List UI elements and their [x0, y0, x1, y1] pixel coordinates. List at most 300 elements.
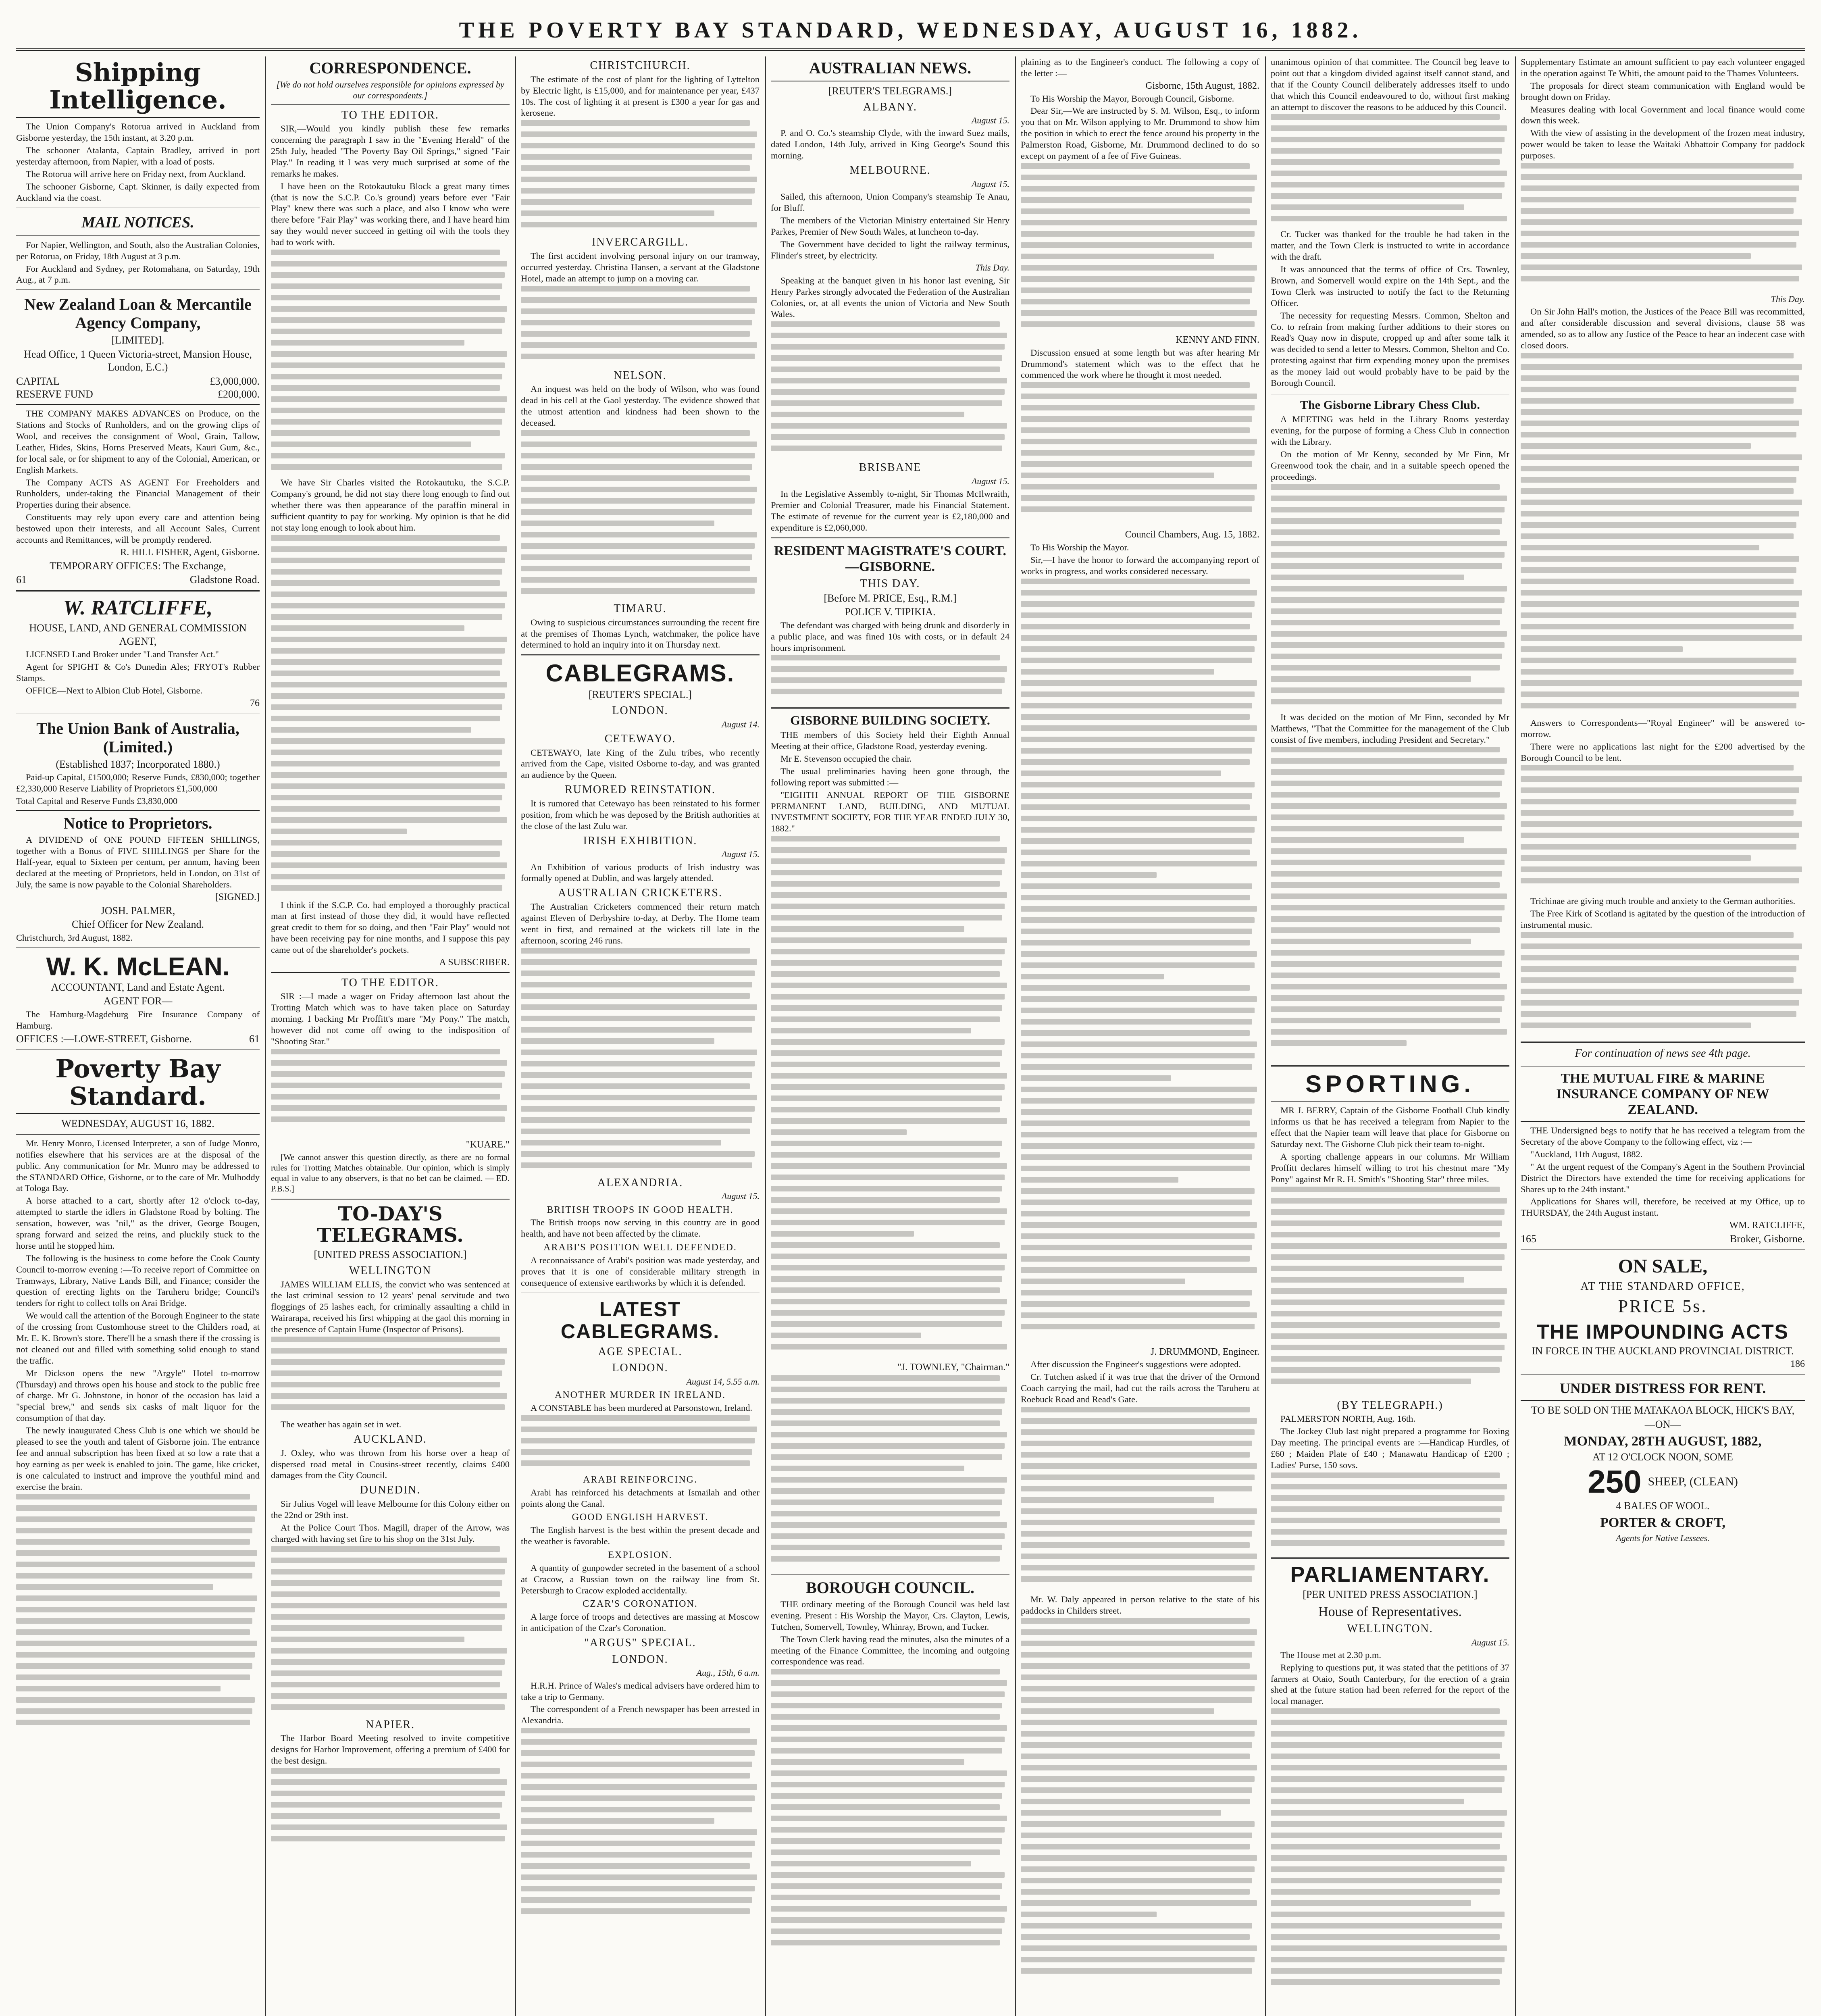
- text-line: [521, 487, 757, 492]
- cable-special: [REUTER'S SPECIAL.]: [588, 689, 692, 701]
- notice-sign-name: JOSH. PALMER,: [100, 904, 175, 916]
- paragraph: Supplementary Estimate an amount sufficient to pay each volunteer engaged in the operation against Te Whiti, the amount paid to the Thames Volunteers.: [1521, 57, 1805, 78]
- monday-line: MONDAY, 28TH AUGUST, 1882,: [1564, 1434, 1762, 1449]
- text-line: [1021, 506, 1252, 512]
- text-line: [271, 250, 500, 255]
- text-line: [1271, 631, 1507, 637]
- temp-office-num: 61: [16, 574, 27, 586]
- text-line: [1271, 1968, 1502, 1974]
- text-line: [16, 1494, 250, 1500]
- latest-special: AGE SPECIAL.: [598, 1345, 683, 1358]
- text-line: [771, 1050, 1002, 1056]
- text-line: [271, 851, 500, 857]
- text-line: [271, 603, 505, 608]
- aus-title: AUSTRALIAN NEWS.: [809, 59, 972, 77]
- text-line: [521, 1151, 755, 1157]
- column-3: [521, 56, 760, 2016]
- col7-thisday: This Day.: [1771, 294, 1805, 304]
- paragraph: After discussion the Engineer's suggestions were adopted.: [1030, 1359, 1241, 1370]
- text-line: [16, 1720, 250, 1725]
- text-line: [521, 1129, 750, 1134]
- text-line: [271, 464, 502, 470]
- text-line: [1271, 665, 1500, 671]
- text-line: [771, 355, 1002, 361]
- text-line: [521, 1449, 752, 1455]
- text-line: [271, 362, 505, 368]
- text-line: [1271, 1720, 1507, 1725]
- text-line: [1021, 1923, 1252, 1929]
- text-line: [521, 131, 757, 137]
- text-line: [1021, 231, 1255, 237]
- text-filler: [521, 948, 760, 1174]
- impounding-sub: IN FORCE IN THE AUCKLAND PROVINCIAL DISTRICT.: [1532, 1345, 1794, 1357]
- text-line: [271, 738, 505, 744]
- text-line: [1021, 861, 1257, 866]
- text-line: [771, 1477, 1007, 1483]
- text-line: [771, 1420, 1000, 1426]
- text-line: [1521, 799, 1796, 804]
- text-line: [1521, 421, 1799, 426]
- text-line: [1271, 1018, 1500, 1023]
- text-line: [1021, 1542, 1250, 1548]
- text-line: [521, 177, 757, 182]
- text-line: [1521, 776, 1802, 782]
- text-line: [1021, 495, 1255, 501]
- text-line: [1021, 1267, 1257, 1273]
- gbs-title: GISBORNE BUILDING SOCIETY.: [790, 713, 990, 728]
- text-line: [771, 1039, 1005, 1045]
- text-line: [771, 836, 1000, 841]
- text-line: [1271, 939, 1471, 944]
- text-line: [1521, 1023, 1751, 1028]
- text-line: [1271, 1540, 1505, 1546]
- text-line: [1521, 658, 1796, 663]
- text-line: [521, 532, 757, 537]
- bc-title: BOROUGH COUNCIL.: [806, 1579, 974, 1597]
- paragraph: The British troops now serving in this country are in good health, and have not been affected by the climate.: [521, 1217, 760, 1239]
- mutual-sign: WM. RATCLIFFE,: [1729, 1220, 1805, 1231]
- text-line: [521, 1818, 714, 1824]
- text-line: [271, 340, 464, 346]
- text-line: [1271, 1821, 1505, 1827]
- divider: [16, 117, 260, 118]
- text-line: [1521, 253, 1751, 259]
- text-line: [771, 655, 1000, 660]
- text-line: [1521, 635, 1802, 641]
- text-line: [1021, 1245, 1252, 1250]
- text-line: [521, 154, 752, 160]
- column-1: [16, 56, 260, 2016]
- text-line: [1271, 1232, 1500, 1237]
- text-line: [1521, 185, 1799, 191]
- text-line: [1271, 114, 1500, 120]
- paragraph: PALMERSTON NORTH, Aug. 16th.: [1280, 1414, 1415, 1424]
- text-line: [1021, 1810, 1221, 1816]
- text-line: [771, 1748, 1002, 1754]
- text-line: [1021, 725, 1257, 731]
- paragraph: The Rotorua will arrive here on Friday next, from Auckland.: [26, 169, 246, 179]
- text-line: [1021, 276, 1255, 282]
- text-filler: [1021, 1618, 1259, 1981]
- paragraph: Discussion ensued at some length but was after hearing Mr Drummond's statement which was to the effect that he commenced the work where he thought it most needed.: [1021, 347, 1259, 380]
- text-line: [1271, 148, 1502, 154]
- text-filler: [1021, 1407, 1259, 1592]
- divider: [16, 235, 260, 236]
- text-line: [271, 430, 500, 436]
- paragraph: OFFICE—Next to Albion Club Hotel, Gisborne.: [26, 685, 203, 696]
- text-line: [1271, 125, 1507, 131]
- text-line: [271, 1569, 505, 1574]
- text-line: [771, 446, 1002, 451]
- text-line: [771, 1242, 1000, 1248]
- paragraph: An Exhibition of various products of Irish industry was formally opened at Dublin, and was largely attended.: [521, 862, 760, 883]
- text-line: [1021, 1233, 1255, 1239]
- text-line: [1271, 1254, 1505, 1260]
- text-line: [771, 333, 1007, 338]
- text-line: [1021, 1652, 1252, 1658]
- text-line: [1521, 208, 1794, 214]
- text-line: [271, 1580, 502, 1586]
- text-line: [1521, 264, 1802, 270]
- text-line: [1521, 353, 1794, 358]
- paragraph: The Government have decided to light the railway terminus, Flinder's street, by electricity.: [771, 239, 1009, 260]
- text-line: [771, 1398, 1005, 1404]
- text-line: [1521, 833, 1799, 838]
- text-line: [271, 306, 507, 312]
- text-line: [1521, 669, 1794, 675]
- text-line: [1021, 985, 1250, 991]
- text-line: [1271, 1518, 1500, 1523]
- text-line: [1521, 276, 1799, 281]
- text-line: [771, 1816, 1007, 1821]
- text-line: [16, 1686, 221, 1691]
- text-line: [771, 1533, 1005, 1539]
- text-line: [1021, 1064, 1252, 1070]
- text-line: [271, 1558, 507, 1563]
- text-line: [1021, 1531, 1252, 1537]
- text-line: [271, 693, 505, 699]
- text-line: [771, 367, 1000, 372]
- text-line: [271, 1116, 505, 1122]
- text-line: [771, 858, 1005, 864]
- text-line: [771, 960, 1002, 966]
- text-line: [1521, 703, 1796, 708]
- parl-assoc: [PER UNITED PRESS ASSOCIATION.]: [1303, 1589, 1478, 1601]
- text-line: [1521, 231, 1799, 236]
- divider: [1271, 1065, 1509, 1067]
- mclean-office-row: [16, 1033, 260, 1045]
- text-line: [1271, 1765, 1507, 1770]
- argus-date: Aug., 15th, 6 a.m.: [696, 1668, 760, 1678]
- text-line: [1021, 579, 1250, 584]
- text-filler: [271, 535, 510, 898]
- text-line: [1021, 1120, 1250, 1126]
- text-line: [16, 1663, 252, 1669]
- paragraph: Answers to Correspondents—"Royal Engineer" will be answered to-morrow.: [1521, 717, 1805, 739]
- text-line: [271, 772, 507, 778]
- paragraph: To His Worship the Mayor.: [1030, 542, 1129, 553]
- text-line: [1021, 1486, 1252, 1491]
- text-line: [271, 659, 502, 665]
- text-line: [1021, 220, 1257, 225]
- text-line: [1271, 1799, 1464, 1804]
- text-filler: [1271, 1187, 1509, 1396]
- text-line: [1521, 1011, 1796, 1017]
- text-line: [1021, 439, 1257, 444]
- text-line: [771, 1488, 1005, 1494]
- text-line: [521, 320, 752, 325]
- text-line: [1271, 803, 1507, 809]
- text-line: [771, 1556, 1000, 1562]
- argus-special: "ARGUS" SPECIAL.: [584, 1636, 696, 1649]
- divider: [16, 714, 260, 715]
- text-line: [771, 423, 1007, 429]
- column-rule: [1015, 56, 1016, 2016]
- paragraph: Mr. Henry Monro, Licensed Interpreter, a son of Judge Monro, notifies elsewhere that his services are at the disposal of the public. Any communication for Mr. Munro may be addressed to the STANDARD Office, Gisborne, or to the care of Mr. Mulhoddy at Tologa Bay.: [16, 1138, 260, 1193]
- column-2: [271, 56, 510, 2016]
- cetewayo-head: CETEWAYO.: [604, 732, 676, 745]
- text-line: [271, 1836, 505, 1841]
- text-line: [1021, 1407, 1250, 1412]
- text-line: [1271, 1243, 1507, 1249]
- text-line: [521, 308, 755, 314]
- text-line: [1271, 563, 1502, 569]
- text-line: [521, 297, 757, 303]
- impounding-title: THE IMPOUNDING ACTS: [1536, 1320, 1789, 1343]
- text-line: [1021, 208, 1250, 214]
- text-filler: [1271, 114, 1509, 227]
- text-line: [521, 1004, 757, 1010]
- divider: [271, 104, 510, 105]
- irish-date: August 15.: [721, 849, 760, 860]
- text-line: [771, 1387, 1007, 1392]
- text-line: [1271, 1900, 1471, 1906]
- divider: [771, 707, 1009, 709]
- masthead-title: THE POVERTY BAY STANDARD, WEDNESDAY, AUGUST 16, 1882.: [459, 18, 1362, 43]
- text-filler: [1271, 747, 1509, 1061]
- text-line: [1271, 1787, 1502, 1793]
- text-filler: [1521, 932, 1805, 1037]
- mutual-num: 165: [1521, 1233, 1536, 1245]
- text-line: [1521, 364, 1802, 370]
- text-line: [771, 1522, 1007, 1528]
- paragraph: Speaking at the banquet given in his honor last evening, Sir Henry Parkes strongly advocated the Federation of the Australian Colonies, or, at all events the union of Victoria and New South Wales.: [771, 275, 1009, 319]
- paragraph: Measures dealing with local Government and local finance would come down this week.: [1521, 104, 1805, 126]
- text-line: [1021, 1720, 1257, 1725]
- text-line: [1271, 518, 1502, 524]
- text-filler: [1271, 1472, 1509, 1553]
- paragraph: The Hamburg-Magdeburg Fire Insurance Company of Hamburg.: [16, 1009, 260, 1031]
- paragraph: THE members of this Society held their Eighth Annual Meeting at their office, Gladstone Road, yesterday evening.: [771, 730, 1009, 752]
- text-line: [1021, 1312, 1257, 1318]
- text-line: [521, 554, 752, 560]
- divider: [1271, 1557, 1509, 1559]
- text-line: [1271, 1844, 1500, 1849]
- paragraph: LICENSED Land Broker under "Land Transfer Act.": [26, 649, 219, 660]
- paragraph: SIR :—I made a wager on Friday afternoon last about the Trotting Match which was to have taken place on Saturday morning. I backing Mr Proffitt's mare "My Pony." The match, however did not come off owing to the indisposition of "Shooting Star.": [271, 991, 510, 1046]
- text-line: [271, 317, 505, 323]
- divider: [16, 590, 260, 592]
- text-line: [1271, 781, 1502, 786]
- text-line: [1021, 310, 1257, 316]
- text-line: [1271, 1484, 1507, 1489]
- text-line: [771, 1254, 1007, 1259]
- text-line: [771, 847, 1007, 853]
- text-line: [1271, 814, 1505, 820]
- text-line: [271, 374, 502, 379]
- text-line: [771, 1770, 1007, 1776]
- paragraph: A large force of troops and detectives are massing at Moscow in anticipation of the Czar's Coronation.: [521, 1612, 760, 1633]
- text-line: [1521, 488, 1794, 494]
- text-line: [771, 1691, 1005, 1697]
- text-line: [16, 1618, 252, 1624]
- gbs-sign: "J. TOWNLEY, "Chairman.": [897, 1362, 1009, 1373]
- text-line: [771, 1929, 1002, 1934]
- text-line: [771, 1782, 1005, 1787]
- alex-sub: BRITISH TROOPS IN GOOD HEALTH.: [547, 1204, 734, 1215]
- text-line: [1021, 962, 1255, 968]
- text-line: [1021, 1968, 1252, 1974]
- text-line: [271, 806, 500, 812]
- text-line: [1271, 1356, 1502, 1362]
- text-line: [1271, 529, 1500, 535]
- text-line: [271, 329, 502, 334]
- text-line: [1271, 1878, 1502, 1883]
- divider: [271, 1198, 510, 1200]
- text-line: [1521, 691, 1799, 697]
- divider: [1271, 393, 1509, 394]
- text-line: [1271, 826, 1502, 831]
- text-line: [1021, 382, 1250, 388]
- text-line: [1521, 163, 1794, 169]
- paragraph: For Auckland and Sydney, per Rotomahana, on Saturday, 19th Aug., at 7 p.m.: [16, 263, 260, 285]
- text-line: [271, 558, 505, 563]
- paragraph: A quantity of gunpowder secreted in the basement of a school at Cracow, a Russian town on the railway line from St. Petersburgh to Cracow exploded accidentally.: [521, 1562, 760, 1595]
- text-line: [1271, 137, 1505, 142]
- paragraph: A MEETING was held in the Library Rooms yesterday evening, for the purpose of forming a Chess Club in connection with the Library.: [1271, 414, 1509, 447]
- text-line: [521, 993, 750, 999]
- paragraph: Mr E. Stevenson occupied the chair.: [780, 754, 912, 764]
- text-line: [1521, 398, 1794, 404]
- text-line: [1021, 1866, 1255, 1872]
- albany-head: ALBANY.: [863, 100, 918, 113]
- text-line: [1271, 620, 1500, 625]
- text-line: [1271, 1040, 1407, 1046]
- paragraph: Mr Dickson opens the new "Argyle" Hotel to-morrow (Thursday) and throws open his house and stock to the public free of charge. Mr G. Johnstone, in honor of the occasion has laid a "special brew," and sends six casks of malt liquor for the consumption of that day.: [16, 1368, 260, 1423]
- text-line: [771, 892, 1007, 898]
- text-line: [1271, 747, 1500, 752]
- text-line: [521, 188, 755, 194]
- text-line: [1021, 405, 1255, 410]
- text-line: [771, 434, 1005, 440]
- text-line: [771, 915, 1002, 921]
- text-line: [521, 1807, 752, 1812]
- text-line: [1021, 1188, 1255, 1194]
- text-line: [521, 1061, 755, 1066]
- paragraph: The first accident involving personal injury on our tramway, occurred yesterday. Christina Hansen, a servant at the Gladstone Hotel, made an attempt to jump on a moving car.: [521, 251, 760, 283]
- text-line: [271, 1591, 500, 1597]
- text-line: [1521, 601, 1799, 607]
- mutual-title: THE MUTUAL FIRE & MARINE INSURANCE COMPANY OF NEW ZEALAND.: [1556, 1070, 1769, 1117]
- text-line: [771, 1759, 964, 1765]
- mclean-office: OFFICES :—LOWE-STREET, Gisborne.: [16, 1033, 192, 1045]
- text-line: [771, 1454, 1002, 1460]
- paragraph: "EIGHTH ANNUAL REPORT OF THE GISBORNE PERMANENT LAND, BUILDING, AND MUTUAL INVESTMENT SOCIETY, FOR THE YEAR ENDED JULY 30, 1882.": [771, 789, 1009, 834]
- text-line: [521, 1728, 750, 1733]
- text-line: [771, 1163, 1007, 1169]
- text-line: [1021, 461, 1252, 467]
- text-line: [1021, 1889, 1250, 1895]
- text-line: [521, 521, 714, 526]
- alex-head: ALEXANDRIA.: [597, 1176, 683, 1189]
- text-line: [1271, 1209, 1505, 1215]
- paragraph: Replying to questions put, it was stated that the petitions of 37 farmers at Otaio, South Canterbury, for the erection of a grain shed at the future station had been referred for the report of the local manager.: [1271, 1662, 1509, 1706]
- text-line: [1271, 792, 1500, 798]
- corr-sign: A SUBSCRIBER.: [439, 957, 510, 968]
- text-line: [771, 1231, 914, 1237]
- text-line: [16, 1550, 257, 1556]
- text-line: [771, 1220, 1005, 1225]
- text-line: [521, 1762, 752, 1767]
- parl-title: PARLIAMENTARY.: [1290, 1562, 1490, 1587]
- text-line: [1271, 699, 1502, 704]
- paragraph: Sir,—I have the honor to forward the accompanying report of works in progress, and works considered necessary.: [1021, 554, 1259, 576]
- text-line: [1521, 844, 1796, 850]
- text-line: [771, 1118, 1007, 1124]
- text-line: [521, 342, 757, 348]
- text-line: [1021, 175, 1257, 180]
- text-line: [1521, 989, 1802, 994]
- paragraph: At the Police Court Thos. Magill, draper of the Arrow, was charged with having set fire to his shop on the 31st July.: [271, 1522, 510, 1544]
- tdt-assoc: [UNITED PRESS ASSOCIATION.]: [314, 1249, 467, 1261]
- paragraph: THE COMPANY MAKES ADVANCES on Produce, on the Stations and Stocks of Runholders, and on the growing clips of Wool, and receives the consignment of Wool, Grain, Tallow, Leather, Hides, Skins, Horns Preserved Meats, Kauri Gum, &c., for local sale, or for shipment to any of the Colonial, American, or English Markets.: [16, 408, 260, 475]
- text-line: [1021, 1663, 1250, 1669]
- albany-date: August 15.: [971, 115, 1009, 126]
- paragraph: To His Worship the Mayor, Borough Council, Gisborne.: [1030, 93, 1234, 104]
- paragraph: Mr. W. Daly appeared in person relative to the state of his paddocks in Childers street.: [1021, 1594, 1259, 1616]
- text-line: [1021, 1629, 1257, 1635]
- text-line: [1021, 1075, 1171, 1081]
- text-line: [521, 120, 750, 126]
- text-line: [771, 677, 1005, 683]
- text-line: [1021, 299, 1250, 304]
- impounding-num: 186: [1790, 1359, 1805, 1370]
- text-line: [1021, 748, 1252, 754]
- text-line: [1021, 1900, 1257, 1906]
- text-line: [16, 1516, 255, 1522]
- text-line: [1271, 216, 1507, 221]
- ratcliffe-sub: HOUSE, LAND, AND GENERAL COMMISSION AGENT,: [29, 622, 247, 647]
- text-line: [1021, 1497, 1214, 1503]
- text-line: [271, 591, 507, 597]
- text-line: [271, 682, 507, 687]
- text-line: [1021, 1821, 1255, 1827]
- paragraph: A horse attached to a cart, shortly after 12 o'clock to-day, attempted to startle the idlers in Gladstone Road by bolting. The sensation, however, was "nil," as the driver, George Bougen, sprang forward and seized the reins, and pluckily stuck to the horse until he stopped him.: [16, 1195, 260, 1251]
- telegraph-head: (BY TELEGRAPH.): [1337, 1399, 1443, 1412]
- notice-title: Notice to Proprietors.: [63, 814, 212, 832]
- text-line: [771, 689, 1002, 694]
- text-line: [1521, 977, 1794, 983]
- explosion-head: EXPLOSION.: [608, 1550, 672, 1560]
- aus-reuter: [REUTER'S TELEGRAMS.]: [828, 85, 952, 97]
- divider: [16, 1113, 260, 1114]
- text-line: [521, 577, 757, 583]
- text-line: [1021, 759, 1250, 765]
- paragraph: The Town Clerk having read the minutes, also the minutes of a meeting of the Finance Committee, the incoming and outgoing correspondence was read.: [771, 1634, 1009, 1667]
- paragraph: Sir Julius Vogel will leave Melbourne for this Colony either on the 22nd or 29th inst.: [271, 1499, 510, 1520]
- text-line: [1021, 1508, 1257, 1514]
- text-line: [771, 1511, 1000, 1516]
